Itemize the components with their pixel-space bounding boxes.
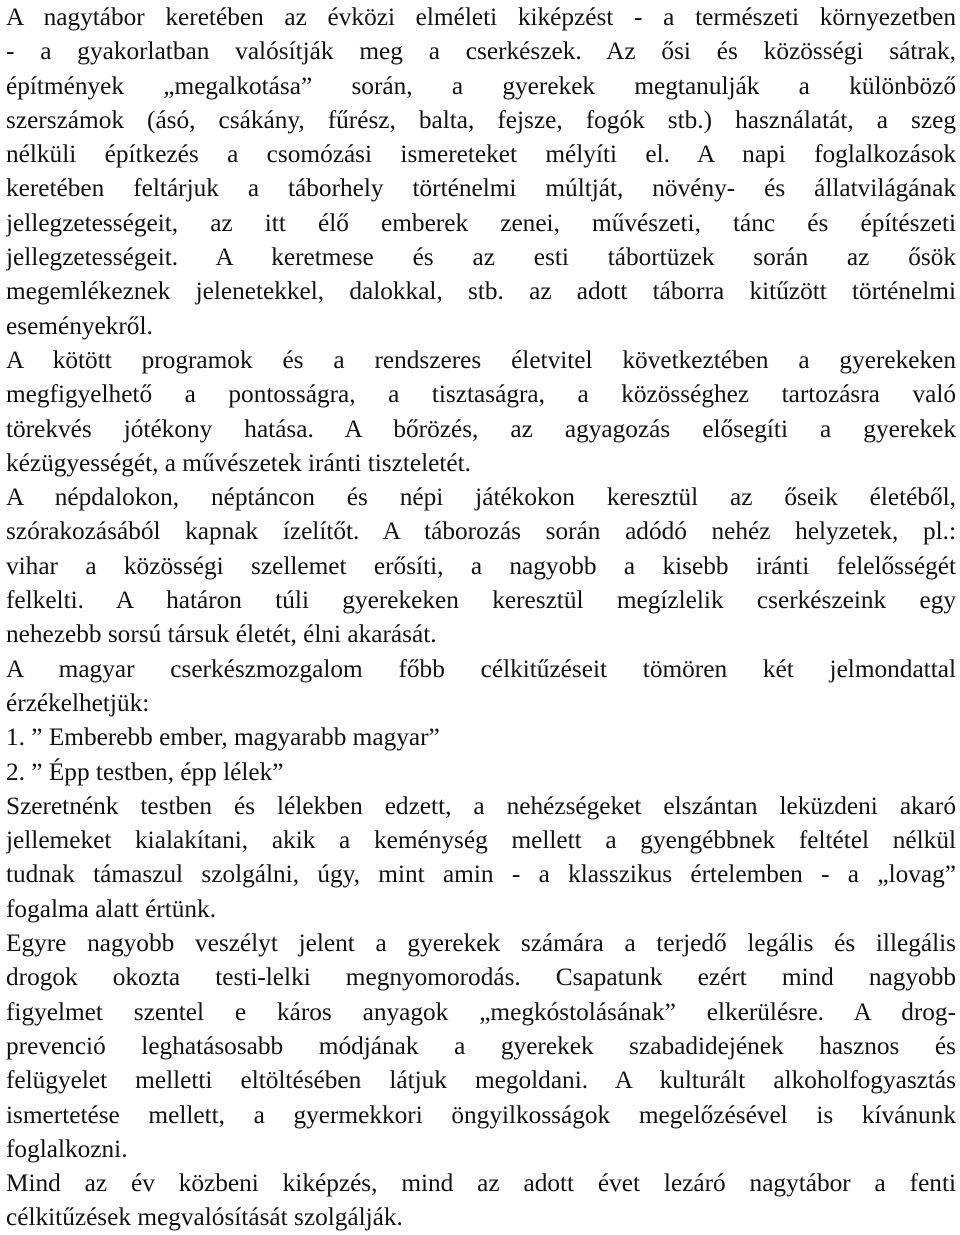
text-line: kézügyességét, a művészetek iránti tiszteletét. bbox=[6, 448, 471, 477]
document-body bbox=[6, 0, 956, 1235]
text-line: jellegzetességeit. A keretmese és az esti tábortüzek során az ősök bbox=[6, 243, 956, 272]
text-line: Szeretnénk testben és lélekben edzett, a nehézségeket elszántan leküzdeni akaró bbox=[6, 791, 956, 820]
text-line: megemlékeznek jelenetekkel, dalokkal, stb. az adott táborra kitűzött történelmi bbox=[6, 277, 956, 306]
text-line: vihar a közösségi szellemet erősíti, a nagyobb a kisebb iránti felelősségét bbox=[6, 551, 956, 580]
text-line: felügyelet melletti eltöltésében látjuk megoldani. A kulturált alkoholfogyasztás bbox=[6, 1066, 956, 1095]
text-line: fogalma alatt értünk. bbox=[6, 894, 217, 923]
text-line: ismertetése mellett, a gyermekkori öngyilkosságok megelőzésével is kívánunk bbox=[6, 1100, 956, 1129]
text-line: jellegzetességeit, az itt élő emberek zenei, művészeti, tánc és építészeti bbox=[6, 208, 956, 237]
text-line: jellemeket kialakítani, akik a keménység mellett a gyengébbnek feltétel nélkül bbox=[6, 826, 956, 855]
text-line: szórakozásából kapnak ízelítőt. A táborozás során adódó nehéz helyzetek, pl.: bbox=[6, 517, 956, 546]
text-line: építmények „megalkotása” során, a gyerekek megtanulják a különböző bbox=[6, 71, 956, 100]
text-line: drogok okozta testi-lelki megnyomorodás. Csapatunk ezért mind nagyobb bbox=[6, 963, 956, 992]
text-line: célkitűzések megvalósítását szolgálják. bbox=[6, 1203, 403, 1232]
text-line: 2. ” Épp testben, épp lélek” bbox=[6, 757, 284, 786]
text-line: nélküli építkezés a csomózási ismereteket mélyíti el. A napi foglalkozások bbox=[6, 140, 956, 169]
text-line: A kötött programok és a rendszeres életvitel következtében a gyerekeken bbox=[6, 345, 956, 374]
text-line: 1. ” Emberebb ember, magyarabb magyar” bbox=[6, 723, 440, 752]
text-line: figyelmet szentel e káros anyagok „megkóstolásának” elkerülésre. A drog- bbox=[6, 997, 956, 1026]
text-line: megfigyelhető a pontosságra, a tisztaságra, a közösséghez tartozásra való bbox=[6, 380, 956, 409]
text-line: nehezebb sorsú társuk életét, élni akarását. bbox=[6, 620, 437, 649]
text-line: eseményekről. bbox=[6, 311, 153, 340]
text-line: A magyar cserkészmozgalom főbb célkitűzéseit tömören két jelmondattal bbox=[6, 654, 956, 683]
text-line: A nagytábor keretében az évközi elméleti kiképzést - a természeti környezetben bbox=[6, 3, 956, 31]
text-line: tudnak támaszul szolgálni, úgy, mint amin - a klasszikus értelemben - a „lovag” bbox=[6, 860, 956, 889]
text-line: érzékelhetjük: bbox=[6, 688, 150, 717]
text-line: felkelti. A határon túli gyerekeken keresztül megízlelik cserkészeink egy bbox=[6, 586, 956, 615]
text-line: szerszámok (ásó, csákány, fűrész, balta, fejsze, fogók stb.) használatát, a szeg bbox=[6, 105, 956, 134]
text-line: foglalkozni. bbox=[6, 1134, 128, 1163]
text-line: Mind az év közbeni kiképzés, mind az adott évet lezáró nagytábor a fenti bbox=[6, 1169, 956, 1198]
text-line: A népdalokon, néptáncon és népi játékokon keresztül az őseik életéből, bbox=[6, 483, 956, 512]
text-line: - a gyakorlatban valósítják meg a cserkészek. Az ősi és közösségi sátrak, bbox=[6, 37, 956, 66]
text-line: törekvés jótékony hatása. A bőrözés, az agyagozás elősegíti a gyerekek bbox=[6, 414, 956, 443]
text-line: Egyre nagyobb veszélyt jelent a gyerekek számára a terjedő legális és illegális bbox=[6, 929, 956, 958]
text-line: prevenció leghatásosabb módjának a gyerekek szabadidejének hasznos és bbox=[6, 1031, 956, 1060]
text-line: keretében feltárjuk a táborhely történelmi múltját, növény- és állatvilágának bbox=[6, 174, 956, 203]
